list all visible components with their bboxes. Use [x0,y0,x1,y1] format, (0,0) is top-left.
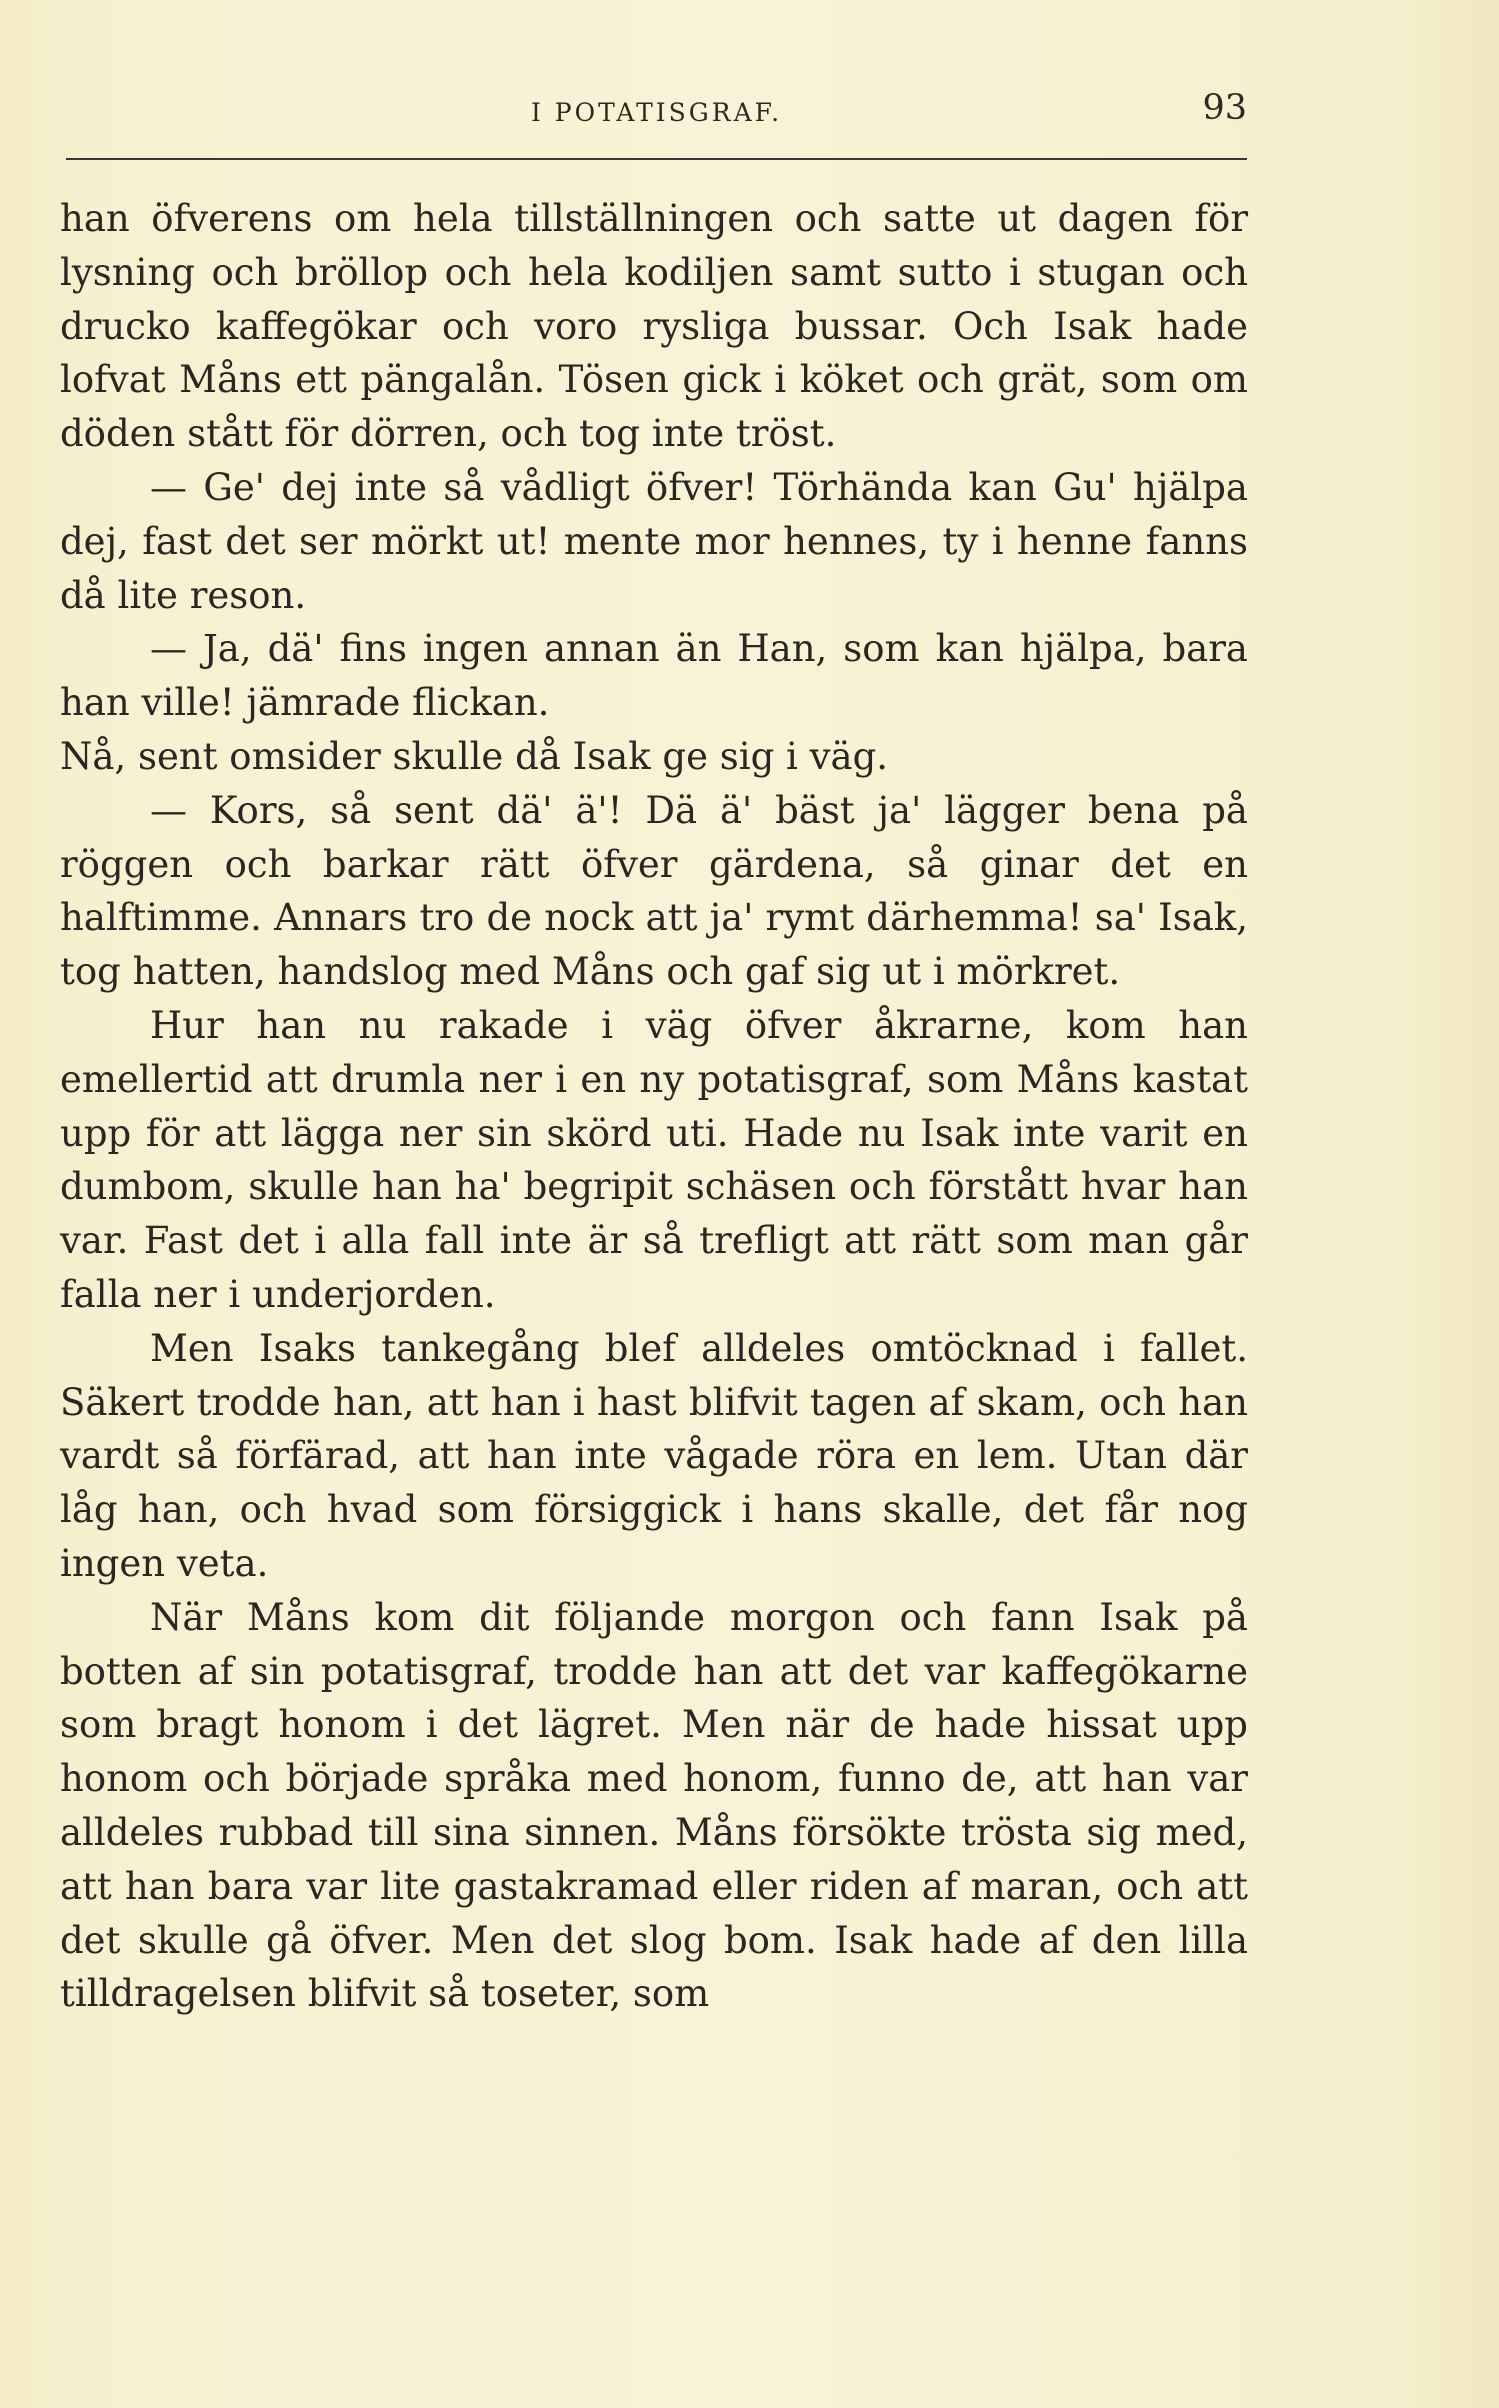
paragraph: — Kors, så sent dä' ä'! Dä ä' bäst ja' lägger bena på röggen och barkar rätt öfver gärdena, så ginar det en halftimme. Annars tro de nock att ja' rymt därhemma! sa' Isak, tog hatten, handslog med Måns och gaf sig ut i mörkret. [60,788,1248,994]
header-rule [66,158,1247,160]
paragraph: han öfverens om hela tillställningen och satte ut dagen för lysning och bröllop och hela kodiljen samt sutto i stugan och drucko kaffegökar och voro rysliga bussar. Och Isak hade lofvat Måns ett pängalån. Tösen gick i köket och grät, som om döden stått för dörren, och tog inte tröst. [60,197,1248,456]
running-title: I POTATISGRAF. [530,98,783,127]
paragraph: Nå, sent omsider skulle då Isak ge sig i väg. [60,734,889,778]
page-number: 93 [1202,88,1247,128]
paragraph: Hur han nu rakade i väg öfver åkrarne, kom han emellertid att drumla ner i en ny potatisgraf, som Måns kastat upp för att lägga ner sin skörd uti. Hade nu Isak inte varit en dumbom, skulle han ha' begripit schäsen och förstått hvar han var. Fast det i alla fall inte är så trefligt att rätt som man går falla ner i underjorden. [60,1003,1248,1316]
paragraph: — Ja, dä' fins ingen annan än Han, som kan hjälpa, bara han ville! jämrade flickan. [60,627,1248,725]
body-text [60,192,1248,2021]
page-header [66,88,1247,148]
paragraph: När Måns kom dit följande morgon och fann Isak på botten af sin potatisgraf, trodde han att det var kaffegökarne som bragt honom i det lägret. Men när de hade hissat upp honom och började språka med honom, funno de, att han var alldeles rubbad till sina sinnen. Måns försökte trösta sig med, att han bara var lite gastakramad eller riden af maran, och att det skulle gå öfver. Men det slog bom. Isak hade af den lilla tilldragelsen blifvit så toseter, som [60,1595,1248,2016]
paragraph: Men Isaks tankegång blef alldeles omtöcknad i fallet. Säkert trodde han, att han i hast blifvit tagen af skam, och han vardt så förfärad, att han inte vågade röra en lem. Utan där låg han, och hvad som försiggick i hans skalle, det får nog ingen veta. [60,1326,1248,1585]
paragraph: — Ge' dej inte så vådligt öfver! Törhända kan Gu' hjälpa dej, fast det ser mörkt ut! mente mor hennes, ty i henne fanns då lite reson. [60,465,1248,617]
